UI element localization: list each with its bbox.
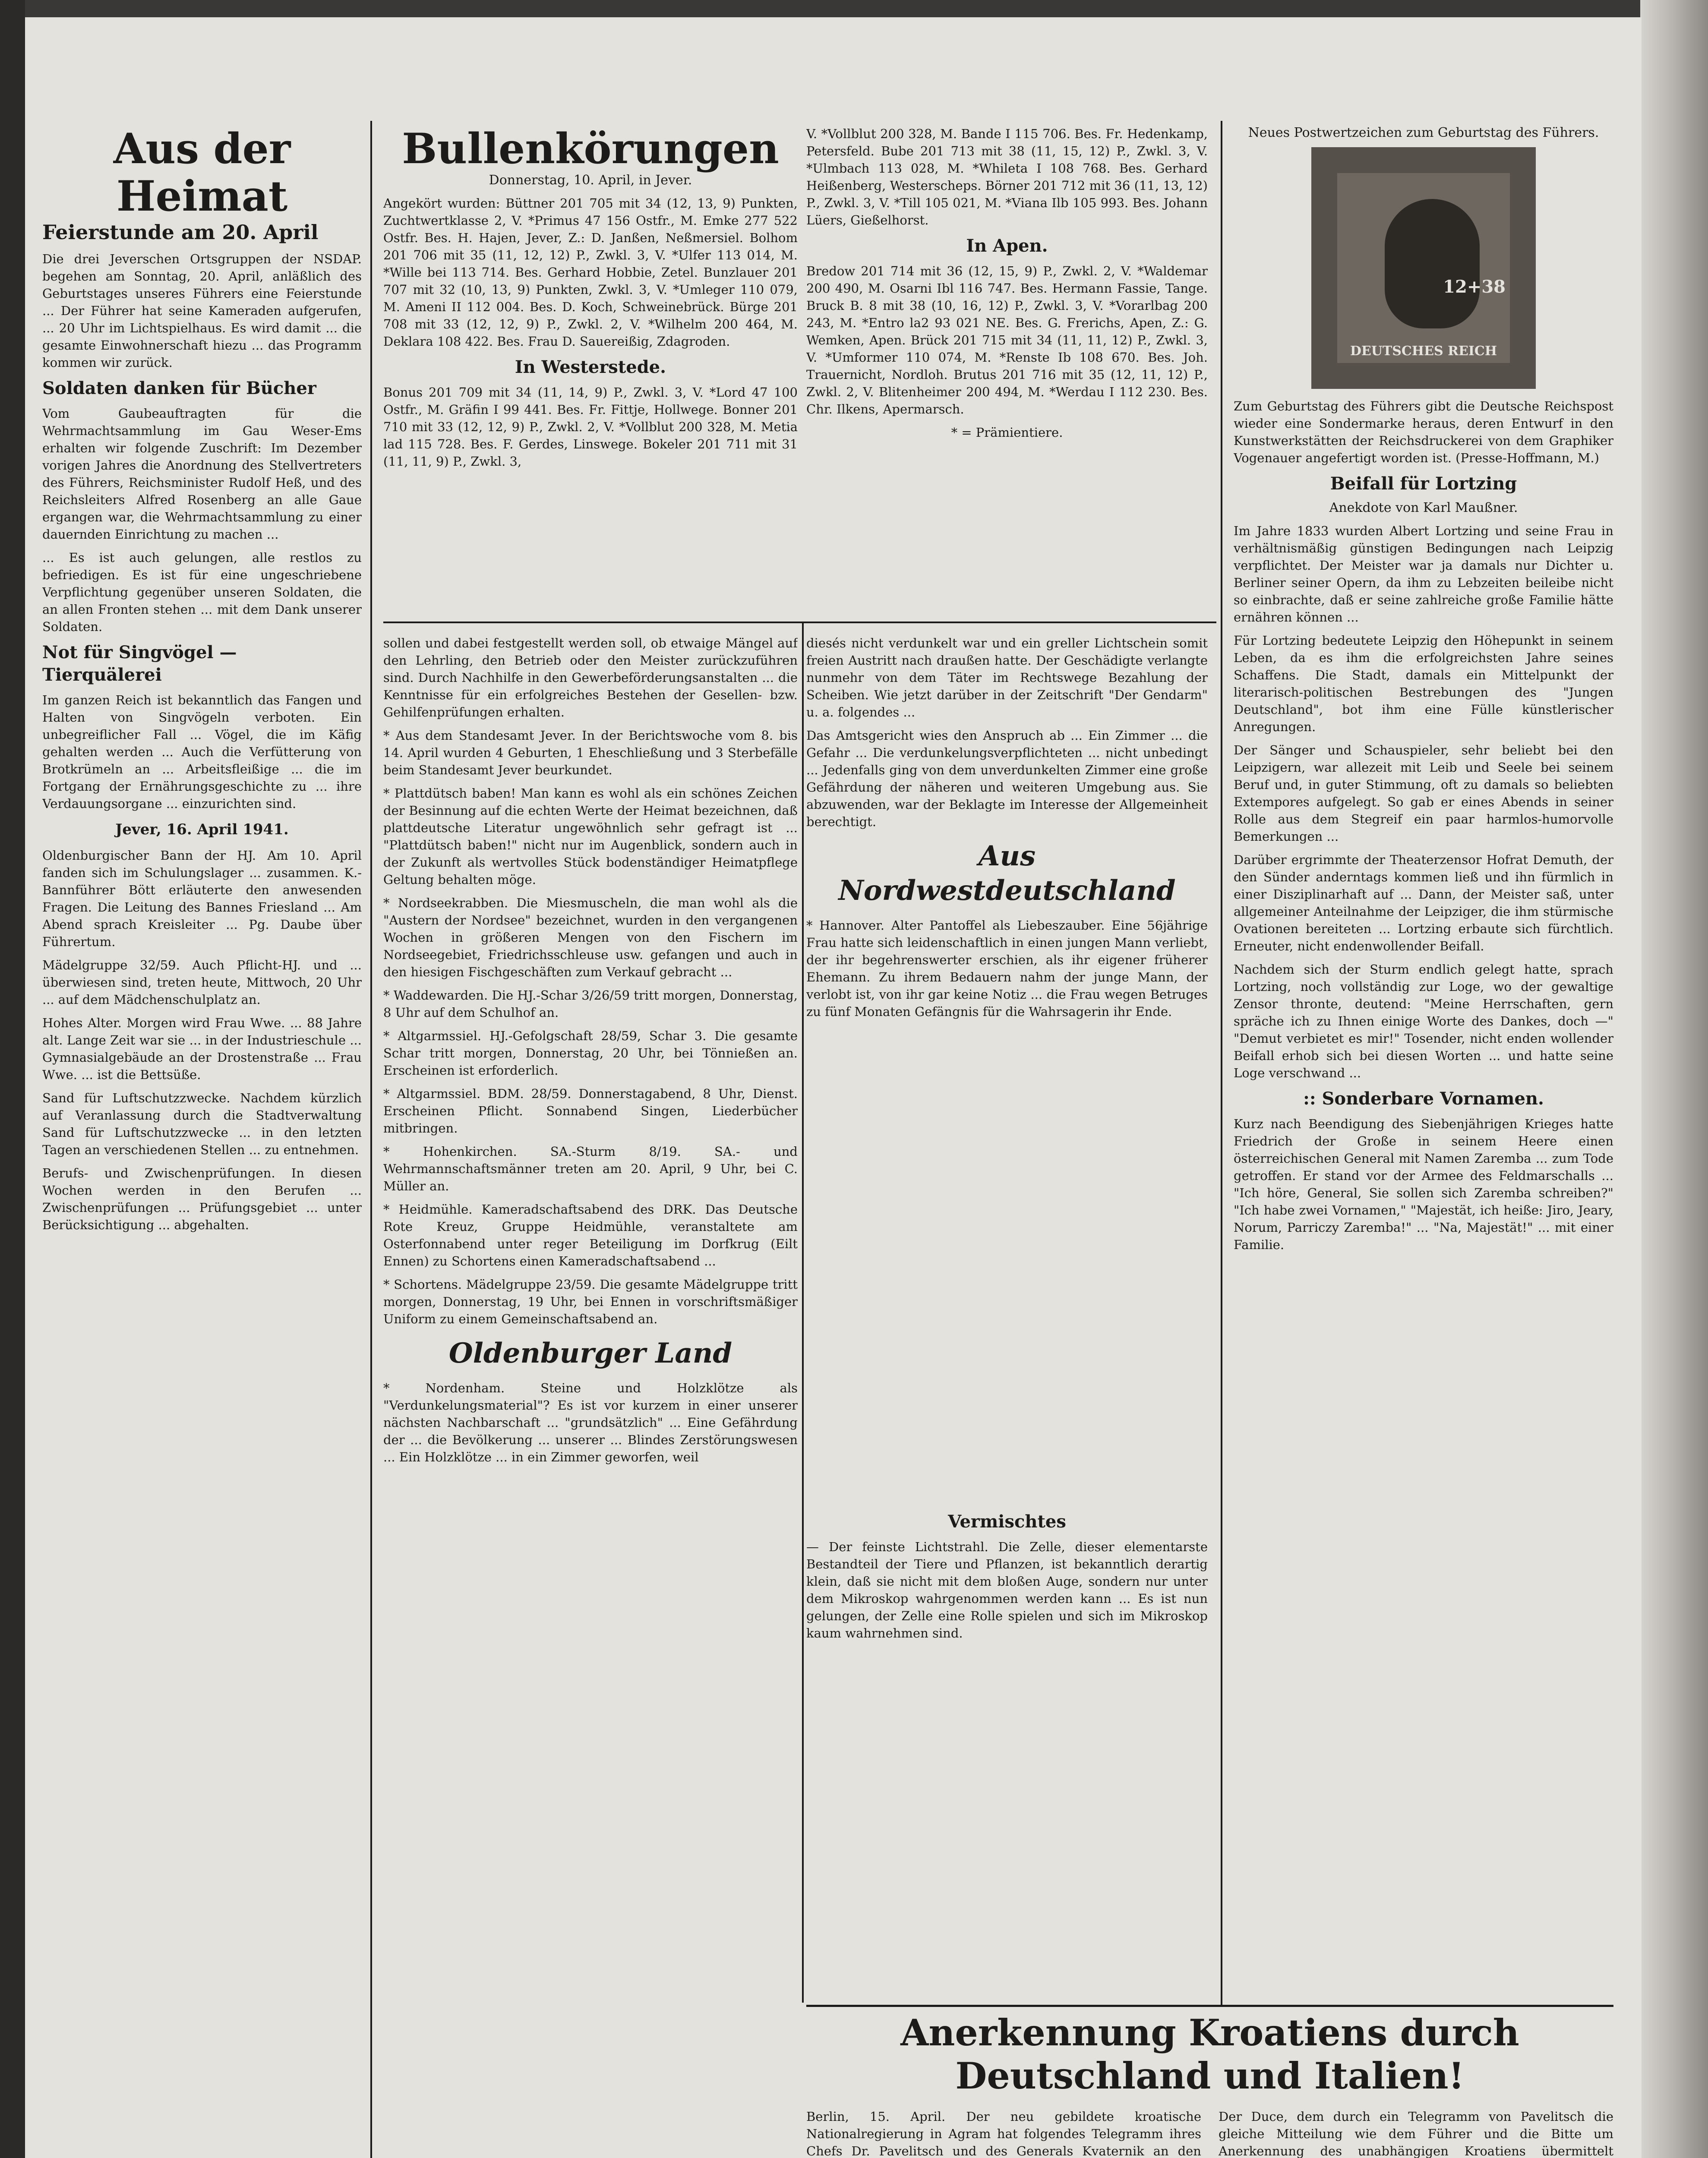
article-text: Im Jahre 1833 wurden Albert Lortzing und seine Frau in verhältnismäßig günstigen Bedingungen nach Leipzig verpflichtet. Der Meister war ja damals nur Dichter u. Berliner seiner Opern, da ihm zu Lebzeiten beileibe nicht so einbrachte, daß er seine zahlreiche große Familie hätte ernähren können ... — [1234, 524, 1613, 625]
column-rule — [370, 121, 372, 2158]
article-text: * Plattdütsch baben! Man kann es wohl als ein schönes Zeichen der Besinnung auf die echten Werte der Heimat bezeichnen, daß plattdeutsche Literatur ungewöhnlich sehr gefragt ist ... "Plattdütsch baben!" nicht nur im Augenblick, sondern auch in der Zukunft als wertvolles Stück bodenständiger Heimatpflege Geltung behalten möge. — [383, 786, 798, 887]
section-title: Oldenburger Land — [448, 1337, 732, 1369]
headline: In Apen. — [966, 236, 1048, 256]
article-column-left — [806, 2108, 1201, 2158]
article-text: Der Sänger und Schauspieler, sehr beliebt bei den Leipzigern, war allezeit mit Leib und Seele bei seinem Beruf und, in guter Stimmung, oft zu damals so beliebten Extempores aufgelegt. So gab er eines Abends in seiner Rolle aus dem Stegreif ein paar harmlos-humorvolle Bemerkungen ... — [1234, 743, 1613, 844]
article-text: Bonus 201 709 mit 34 (11, 14, 9) P., Zwkl. 3, V. *Lord 47 100 Ostfr., M. Gräfin I 99 441. Bes. Fr. Fittje, Hollwege. Bonner 201 710 mit 33 (12, 12, 9) P., Zwkl. 2, V. *Vollblut 200 328, M. Metia lad 115 728. Bes. F. Gerdes, Linswege. Bokeler 201 711 mit 31 (11, 11, 9) P., Zwkl. 3, — [383, 385, 798, 469]
page-edge — [1640, 0, 1708, 2158]
headline: Soldaten danken für Bücher — [42, 378, 316, 398]
column-vermischtes — [806, 1506, 1208, 2003]
column-rule — [1221, 121, 1222, 2007]
column-local-news — [383, 634, 798, 2158]
dateline: Jever, 16. April 1941. — [115, 821, 289, 838]
article-text: * Nordseekrabben. Die Miesmuscheln, die man wohl als die "Austern der Nordsee" bezeichnet, wurden in den vergangenen Wochen in größeren Mengen von den Fischern im Nordseegebiet, Friedrichsschleuse usw. gefangen und auch in den hiesigen Fischgeschäften zum Verkauf gebracht ... — [383, 896, 798, 979]
article-text: Bredow 201 714 mit 36 (12, 15, 9) P., Zwkl. 2, V. *Waldemar 200 490, M. Osarni Ibl 116 747. Bes. Hermann Fassie, Tange. Bruck B. 8 mit 38 (10, 16, 12) P., Zwkl. 3, V. *Vorarlbag 200 243, M. *Entro la2 93 021 NE. Bes. G. Frerichs, Apen, Z.: G. Wemken, Apen. Brück 201 715 mit 34 (11, 11, 12) P., Zwkl. 3, V. *Umformer 110 074, M. *Renste Ib 108 670. Bes. Joh. Trauernicht, Nordloh. Brutus 201 716 mit 35 (12, 11, 12) P., Zwkl. 2, V. Blitenheimer 200 494, M. *Werdau I 112 230. Bes. Chr. Ilkens, Apermarsch. — [806, 264, 1208, 416]
article-text: Berufs- und Zwischenprüfungen. In diesen Wochen werden in den Berufen ... Zwischenprüfungen ... Prüfungsgebiet ... unter Berücksichtigung ... abgehalten. — [42, 1166, 362, 1232]
section-title: Aus Nordwestdeutschland — [838, 840, 1176, 907]
article-text: diesés nicht verdunkelt war und ein greller Lichtschein somit freien Austritt nach draußen hatte. Der Geschädigte verlangte nunmehr von dem Täter im Rechtswege Bezahlung der Scheiben. Wie jetzt darüber in der Zeitschrift "Der Gendarm" u. a. folgendes ... — [806, 636, 1208, 719]
article-columns — [806, 2108, 1613, 2158]
newspaper-page — [25, 17, 1642, 2158]
portrait-head — [1385, 199, 1480, 328]
article-text: Für Lortzing bedeutete Leipzig den Höhepunkt in seinem Leben, da es ihm die erfolgreichsten Jahre seines Schaffens. Die Stadt, damals ein Mittelpunkt der literarisch-politischen Bestrebungen des "Jungen Deutschland", bot ihm eine Fülle künstlerischer Anregungen. — [1234, 633, 1613, 734]
article-text: V. *Vollblut 200 328, M. Bande I 115 706. Bes. Fr. Hedenkamp, Petersfeld. Bube 201 713 mit 38 (11, 15, 12) P., Zwkl. 3, V. *Ulmbach 113 028, M. *Whileta I 108 768. Bes. Gerhard Heißenberg, Westerscheps. Börner 201 712 mit 36 (11, 13, 12) P., Zwkl. 3, V. *Till 105 021, M. *Viana Ilb 105 993. Bes. Johann Lüers, Gießelhorst. — [806, 126, 1208, 227]
article-text: * Aus dem Standesamt Jever. In der Berichtswoche vom 8. bis 14. April wurden 4 Geburten, 1 Eheschließung und 3 Sterbefälle beim Standesamt Jever beurkundet. — [383, 728, 798, 777]
headline: :: Sonderbare Vornamen. — [1303, 1088, 1544, 1109]
article-text: Nachdem sich der Sturm endlich gelegt hatte, sprach Lortzing, noch vollständig zur Loge, wo der gewaltige Zensor thronte, deutend: "Meine Herrschaften, gern spräche ich zu Ihnen einige Worte des Dankes, doch —" "Demut verbietet es mir!" Tosender, nicht enden wollender Beifall erhob sich bei diesen Worten ... und hatte seine Loge verschwand ... — [1234, 962, 1613, 1080]
column-bullenkoerungen-cont — [806, 125, 1208, 617]
article-text: Hohes Alter. Morgen wird Frau Wwe. ... 88 Jahre alt. Lange Zeit war sie ... in der Industrieschule ... Gymnasialgebäude an der Drostenstraße ... Frau Wwe. ... ist die Bettsüße. — [42, 1016, 362, 1082]
stamp-label: DEUTSCHES REICH — [1350, 344, 1497, 359]
article-text: Vom Gaubeauftragten für die Wehrmachtsammlung im Gau Weser-Ems erhalten wir folgende Zuschrift: Im Dezember vorigen Jahres die Anordnung des Stellvertreters des Führers, Reichsminister Rudolf Heß, und des Reichsleiters Alfred Rosenberg an alle Gaue ergangen war, die Wehrmachtsammlung zu einer dauernden Einrichtung zu machen ... — [42, 406, 362, 542]
headline: Feierstunde am 20. April — [42, 221, 319, 244]
kroatien-article — [806, 2011, 1613, 2158]
article-text: Der Duce, dem durch ein Telegramm von Pavelitsch die gleiche Mitteilung wie dem Führer und die Bitte um Anerkennung des unabhängigen Kroatiens übermittelt — [1219, 2109, 1613, 2158]
article-text: Das Amtsgericht wies den Anspruch ab ... Ein Zimmer ... die Gefahr ... Die verdunkelungsverpflichteten ... nicht unbedingt ... Jedenfalls ging von dem unverdunkelten Zimmer eine große Gefährdung der näheren und weiteren Umgebung aus. Sie abzuwenden, war der Beklagte im Interesse der Allgemeinheit berechtigt. — [806, 728, 1208, 829]
article-text: * Nordenham. Steine und Holzklötze als "Verdunkelungsmaterial"? Es ist vor kurzem in einer unserer nächsten Nachbarschaft ... "grundsätzlich" ... Eine Gefährdung der ... die Bevölkerung ... unserer ... Blindes Zerstörungswesen ... Ein Holzklötze ... in ein Zimmer geworfen, weil — [383, 1381, 798, 1464]
article-text: Berlin, 15. April. Der neu gebildete kroatische Nationalregierung in Agram hat folgendes Telegramm ihres Chefs Dr. Pavelitsch und des Generals Kvaternik an den — [806, 2109, 1201, 2158]
article-text: Zum Geburtstag des Führers gibt die Deutsche Reichspost wieder eine Sondermarke heraus, deren Entwurf in den Kunstwerkstätten der Reichsdruckerei von dem Graphiker Vogenauer angefertigt worden ist. (Presse-Hoffmann, M.) — [1234, 399, 1613, 465]
footnote: * = Prämientiere. — [951, 425, 1063, 440]
section-rule — [383, 622, 1216, 623]
stamp-portrait — [1337, 173, 1510, 363]
article-text: * Hannover. Alter Pantoffel als Liebeszauber. Eine 56jährige Frau hatte sich leidenschaftlich in einen jungen Mann verliebt, der ihr begehrenswerter erschien, als ihr eigener früherer Ehemann. Zu ihrem Bedauern nahm der junge Mann, der verlobt ist, von ihr gar keine Notiz ... die Frau wegen Betruges zu fünf Monaten Gefängnis für die Wahrsagerin ihr Ende. — [806, 918, 1208, 1019]
article-text: * Schortens. Mädelgruppe 23/59. Die gesamte Mädelgruppe tritt morgen, Donnerstag, 19 Uhr, bei Ennen in vorschriftsmäßiger Uniform zu einem Gemeinschaftsabend an. — [383, 1277, 798, 1326]
stamp-caption: Neues Postwertzeichen zum Geburtstag des Führers. — [1248, 125, 1599, 140]
subtitle: Anekdote von Karl Maußner. — [1329, 500, 1518, 515]
article-text: Mädelgruppe 32/59. Auch Pflicht-HJ. und ... überwiesen sind, treten heute, Mittwoch, 20 Uhr ... auf dem Mädchenschulplatz an. — [42, 958, 362, 1007]
article-text: Sand für Luftschutzzwecke. Nachdem kürzlich auf Veranlassung durch die Stadtverwaltung Sand für Luftschutzzwecke ... in den letzten Tagen an verschiedenen Stellen ... zu entnehmen. — [42, 1091, 362, 1157]
article-text: Angekört wurden: Büttner 201 705 mit 34 (12, 13, 9) Punkten, Zuchtwertklasse 2, V. *Primus 47 156 Ostfr., M. Emke 277 522 Ostfr. Bes. H. Hajen, Jever, Z.: D. Janßen, Neßmersiel. Bolhom 201 706 mit 35 (11, 12, 12) P., Zwkl. 3, V. *Ulfer 113 014, M. *Wille bei 113 714. Bes. Gerhard Hobbie, Zetel. Bunzlauer 201 707 mit 32 (10, 13, 9) Punkten, Zwkl. 3, V. *Umleger 110 079, M. Ameni II 112 004. Bes. D. Koch, Schweinebrück. Bürge 201 708 mit 33 (12, 12, 9) P., Zwkl. 2, V. *Wilhelm 200 464, M. Deklara 108 422. Bes. Frau D. Sauereißig, Zdagroden. — [383, 196, 798, 349]
headline: In Westerstede. — [515, 357, 666, 377]
section-title: Bullenkörungen — [402, 125, 779, 173]
column-right — [1234, 125, 1613, 2158]
section-title: Aus der Heimat — [113, 125, 291, 221]
subtitle: Donnerstag, 10. April, in Jever. — [489, 173, 692, 188]
column-middle — [806, 634, 1208, 1498]
column-bullenkoerungen — [383, 125, 798, 617]
section-title: Anerkennung Kroatiens durch Deutschland und Italien! — [900, 2011, 1519, 2097]
article-text: * Hohenkirchen. SA.-Sturm 8/19. SA.- und Wehrmannschaftsmänner treten am 20. April, 9 Uhr, bei C. Müller an. — [383, 1144, 798, 1193]
article-text: * Waddewarden. Die HJ.-Schar 3/26/59 tritt morgen, Donnerstag, 8 Uhr auf dem Schulhof an. — [383, 988, 798, 1020]
article-text: sollen und dabei festgestellt werden soll, ob etwaige Mängel auf den Lehrling, den Betrieb oder den Meister zurückzuführen sind. Durch Nachhilfe in den Gewerbeförderungsanstalten ... die Kenntnisse für ein erfolgreiches Bestehen der Gesellen- bzw. Gehilfenprüfungen erhalten. — [383, 636, 798, 719]
article-text: Darüber ergrimmte der Theaterzensor Hofrat Demuth, der den Sünder anderntags kommen ließ und ihn fürmlich in einer Disziplinarhaft auf ... Dann, der Meister saß, unter allgemeiner Anteilnahme der Leipziger, die ihm stürmische Ovationen bereiteten ... Lortzing erbaute sich fürchtlich. Erneuter, nicht endenwollender Beifall. — [1234, 852, 1613, 953]
stamp-value: 12+38 — [1443, 277, 1506, 297]
headline: Vermischtes — [948, 1511, 1066, 1532]
article-text: Kurz nach Beendigung des Siebenjährigen Krieges hatte Friedrich der Große in seinem Heere einen österreichischen General mit Namen Zaremba ... zum Tode getroffen. Er stand vor der Armee des Feldmarschalls ... "Ich höre, General, Sie sollen sich Zaremba schreiben?" "Ich habe zwei Vornamen," "Majestät, ich heiße: Jiro, Jeary, Norum, Parriczy Zaremba!" ... "Na, Majestät!" ... mit einer Familie. — [1234, 1117, 1613, 1252]
article-text: ... Es ist auch gelungen, alle restlos zu befriedigen. Es ist für eine ungeschriebene Verpflichtung gegenüber unseren Soldaten, die an allen Fronten stehen ... mit dem Dank unserer Soldaten. — [42, 550, 362, 634]
article-text: * Altgarmssiel. HJ.-Gefolgschaft 28/59, Schar 3. Die gesamte Schar tritt morgen, Donnerstag, 20 Uhr, bei Tönnießen an. Erscheinen ist erforderlich. — [383, 1029, 798, 1078]
headline: Beifall für Lortzing — [1330, 473, 1517, 494]
article-column-right — [1219, 2108, 1613, 2158]
article-text: Im ganzen Reich ist bekanntlich das Fangen und Halten von Singvögeln verboten. Ein unbegreiflicher Fall ... Vögel, die im Käfig gehalten werden ... Auch die Verfütterung von Brotkrümeln an ... Arbeitsfleißige ... die im Fortgang der Ernährungsgeschichte zu ... ihre Verdauungsorgane ... einzurichten sind. — [42, 693, 362, 811]
column-heimat — [42, 125, 362, 2158]
article-text: Die drei Jeverschen Ortsgruppen der NSDAP. begehen am Sonntag, 20. April, anläßlich des Geburtstages unseres Führers eine Feierstunde ... Der Führer hat seine Kameraden aufgerufen, ... 20 Uhr im Lichtspielhaus. Es wird damit ... die gesamte Einwohnerschaft hiezu ... das Programm kommen wir zurück. — [42, 252, 362, 370]
article-text: Oldenburgischer Bann der HJ. Am 10. April fanden sich im Schulungslager ... zusammen. K.-Bannführer Bött erläuterte den anwesenden Fragen. Die Leitung des Bannes Friesland ... Am Abend sprach Kreisleiter ... Pg. Daube über Führertum. — [42, 848, 362, 949]
headline: Not für Singvögel — Tierquälerei — [42, 642, 237, 685]
article-text: * Heidmühle. Kameradschaftsabend des DRK. Das Deutsche Rote Kreuz, Gruppe Heidmühle, veranstaltete am Osterfonnabend unter reger Beteiligung im Dorfkrug (Eilt Ennen) zu Schortens einen Kameradschaftsabend ... — [383, 1202, 798, 1268]
column-rule — [802, 622, 804, 2003]
article-text: * Altgarmssiel. BDM. 28/59. Donnerstagabend, 8 Uhr, Dienst. Erscheinen Pflicht. Sonnabend Singen, Liederbücher mitbringen. — [383, 1086, 798, 1136]
article-text: — Der feinste Lichtstrahl. Die Zelle, dieser elementarste Bestandteil der Tiere und Pflanzen, ist bekanntlich derartig klein, daß sie nicht mit dem bloßen Auge, sondern nur unter dem Mikroskop wahrgenommen werden kann ... Es ist nun gelungen, der Zelle eine Rolle spielen und sich im Mikroskop kaum wahrnehmen sind. — [806, 1540, 1208, 1641]
binding-gutter — [0, 0, 25, 2158]
postage-stamp-image — [1311, 147, 1536, 389]
